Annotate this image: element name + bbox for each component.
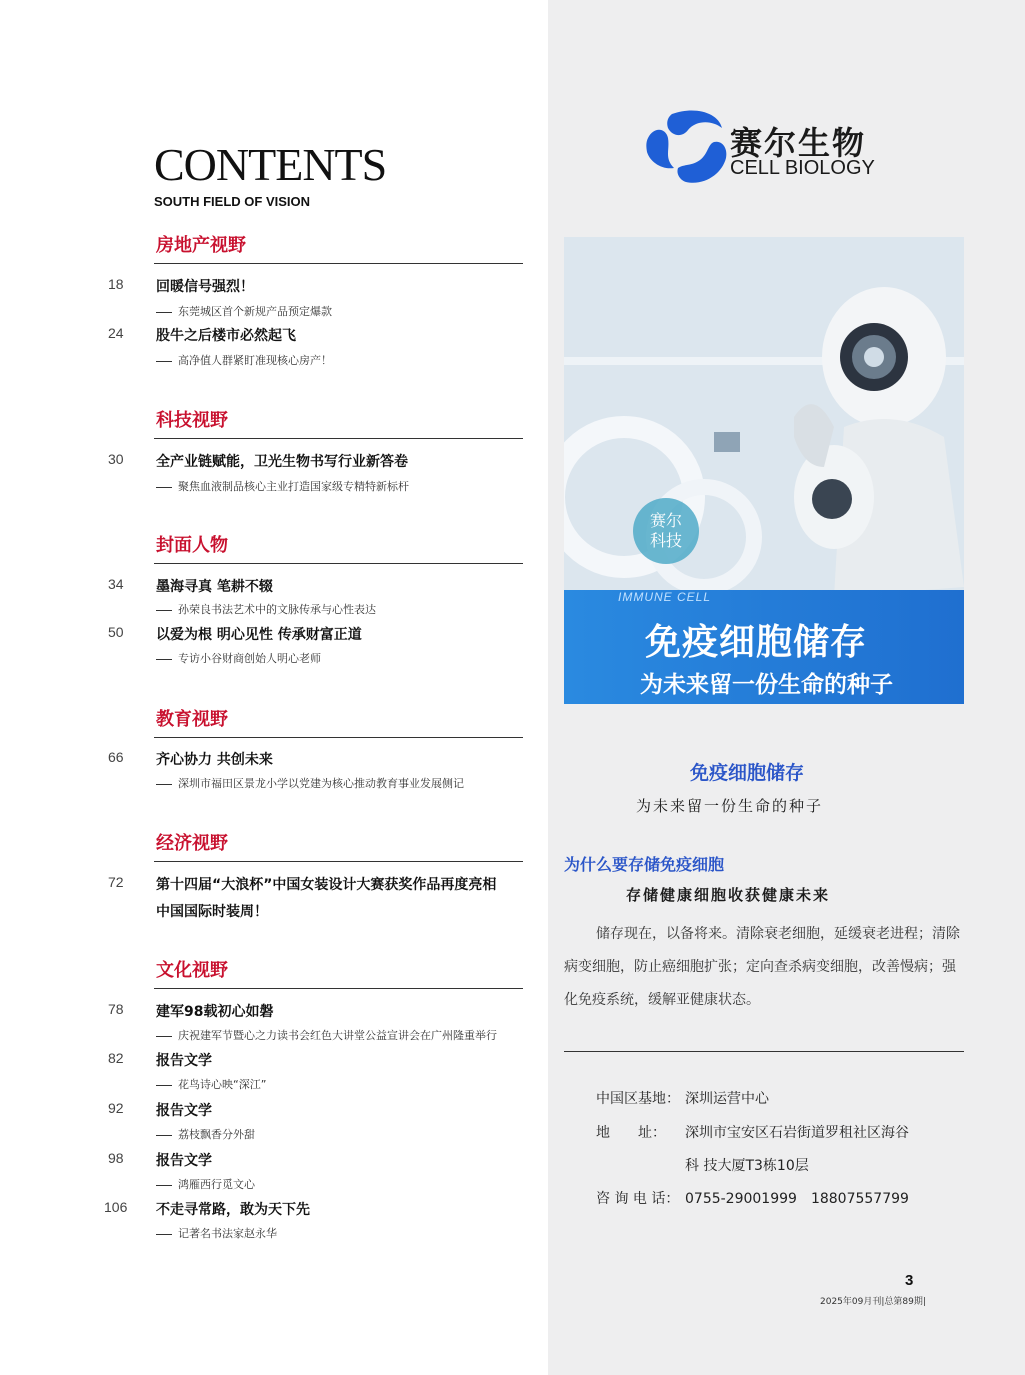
info-value: 深圳市宝安区石岩街道罗租社区海谷	[685, 1125, 909, 1141]
hero-tag: IMMUNE CELL	[618, 590, 712, 604]
entry-subtitle: 庆祝建军节暨心之力读书会红色大讲堂公益宣讲会在广州隆重举行	[156, 1027, 497, 1043]
page-number: 98	[108, 1150, 124, 1166]
brand-name-cn: 赛尔生物	[730, 124, 867, 162]
page-number: 30	[108, 451, 124, 467]
page-number: 92	[108, 1100, 124, 1116]
entry-title: 报告文学	[156, 1153, 212, 1169]
page-number: 78	[108, 1001, 124, 1017]
entry-title: 以爱为根 明心见性 传承财富正道	[156, 627, 362, 643]
ad-question: 为什么要存储免疫细胞	[564, 855, 725, 874]
entry-title: 股牛之后楼市必然起飞	[156, 328, 296, 344]
brand-badge: 赛尔 科技	[633, 498, 699, 564]
divider	[564, 1051, 964, 1052]
contents-subtitle: SOUTH FIELD OF VISION	[154, 194, 311, 209]
info-base	[596, 1088, 769, 1108]
section-economy	[154, 829, 523, 862]
entry-title: 墨海寻真 笔耕不辍	[156, 579, 273, 595]
entry-subtitle: 聚焦血液制品核心主业打造国家级专精特新标杆	[156, 478, 409, 494]
page-number: 66	[108, 749, 124, 765]
info-address-line2: 科 技大厦T3栋10层	[685, 1158, 809, 1174]
section-title: 文化视野	[154, 956, 523, 989]
hero-slogan: 为未来留一份生命的种子	[640, 672, 893, 698]
hero-headline: 免疫细胞储存	[645, 622, 868, 663]
entry-subtitle: 东莞城区首个新规产品预定爆款	[156, 303, 332, 319]
entry-subtitle: 专访小谷财商创始人明心老师	[156, 650, 321, 666]
page-number: 34	[108, 576, 124, 592]
entry-title: 第十四届“大浪杯”中国女装设计大赛获奖作品再度亮相	[156, 877, 497, 893]
entry-title: 报告文学	[156, 1103, 212, 1119]
entry-subtitle: 孙荣良书法艺术中的文脉传承与心性表达	[156, 601, 376, 617]
entry-title: 报告文学	[156, 1053, 212, 1069]
ad-body: 储存现在，以备将来。清除衰老细胞，延缓衰老进程；清除病变细胞，防止癌细胞扩张；定向查杀病变细胞，改善慢病；强化免疫系统，缓解亚健康状态。	[564, 926, 960, 1008]
ad-heading: 免疫细胞储存	[690, 762, 805, 784]
info-label: 中国区基地：	[596, 1091, 680, 1107]
info-label: 咨 询 电 话：	[596, 1191, 680, 1207]
section-title: 科技视野	[154, 406, 523, 439]
entry-title: 全产业链赋能，卫光生物书写行业新答卷	[156, 454, 408, 470]
entry-title-line2: 中国国际时装周！	[156, 904, 268, 920]
section-real-estate	[154, 231, 523, 264]
brand-name-en: CELL BIOLOGY	[730, 157, 875, 179]
page-number: 82	[108, 1050, 124, 1066]
page-number-footer: 3	[905, 1272, 914, 1289]
page-number: 24	[108, 325, 124, 341]
entry-subtitle: 花鸟诗心映“深江”	[156, 1076, 266, 1092]
entry-title: 建军98载初心如磐	[156, 1004, 274, 1020]
info-label: 地 址：	[596, 1125, 666, 1141]
entry-subtitle: 记著名书法家赵永华	[156, 1225, 277, 1241]
entry-title: 齐心协力 共创未来	[156, 752, 273, 768]
entry-subtitle: 荔枝飘香分外甜	[156, 1126, 255, 1142]
entry-subtitle: 鸿雁西行觅文心	[156, 1176, 255, 1192]
section-culture	[154, 956, 523, 989]
section-title: 经济视野	[154, 829, 523, 862]
section-title: 封面人物	[154, 531, 523, 564]
info-value: 0755-29001999 18807557799	[685, 1191, 909, 1207]
entry-title: 回暖信号强烈！	[156, 279, 254, 295]
page-number: 50	[108, 624, 124, 640]
section-title: 教育视野	[154, 705, 523, 738]
info-address	[596, 1122, 909, 1142]
page-number: 106	[104, 1199, 128, 1215]
page-number: 18	[108, 276, 124, 292]
section-title: 房地产视野	[154, 231, 523, 264]
issue-label: 2025年09月刊|总第89期|	[820, 1297, 926, 1307]
entry-title: 不走寻常路，敢为天下先	[156, 1202, 310, 1218]
section-education	[154, 705, 523, 738]
page-number: 72	[108, 874, 124, 890]
section-cover-person	[154, 531, 523, 564]
ad-question-sub: 存储健康细胞收获健康未来	[626, 886, 831, 904]
info-value: 深圳运营中心	[685, 1091, 769, 1107]
section-tech	[154, 406, 523, 439]
contents-title: CONTENTS	[154, 139, 387, 190]
ad-slogan: 为未来留一份生命的种子	[636, 797, 824, 815]
entry-subtitle: 高净值人群紧盯准现核心房产！	[156, 352, 332, 368]
entry-subtitle: 深圳市福田区景龙小学以党建为核心推动教育事业发展侧记	[156, 775, 464, 791]
info-phone	[596, 1188, 909, 1208]
